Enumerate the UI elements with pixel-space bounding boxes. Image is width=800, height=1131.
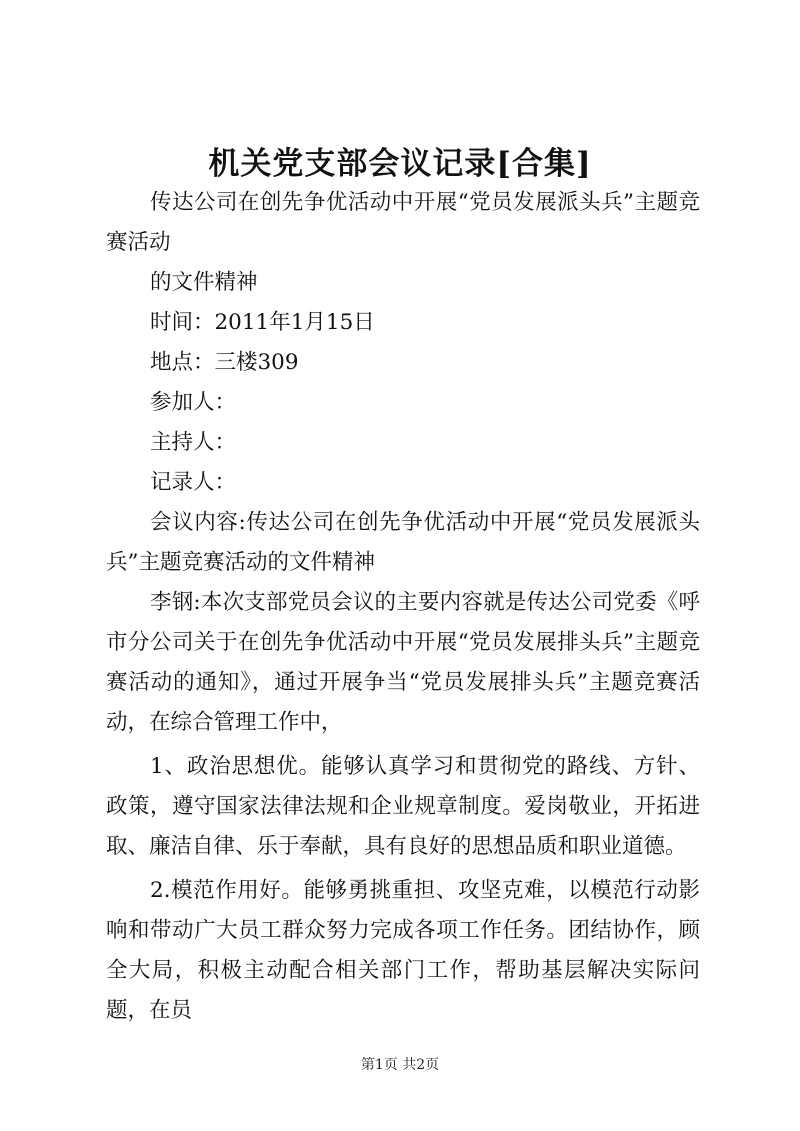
point-model-role: 2.模范作用好。能够勇挑重担、攻坚克难，以模范行动影响和带动广大员工群众努力完成各项工作任务。团结协作，顾全大局，积极主动配合相关部门工作，帮助基层解决实际问题，在员 [106, 878, 700, 1023]
paragraph-intro-cont: 的文件精神 [150, 270, 258, 295]
meeting-location: 地点：三楼309 [150, 350, 299, 375]
speech-ligang: 李钢:本次支部党员会议的主要内容就是传达公司党委《呼市分公司关于在创先争优活动中开展“党员发展排头兵”主题竞赛活动的通知》，通过开展争当“党员发展排头兵”主题竞赛活动，在综合管理工作中， [106, 590, 700, 735]
page-footer: 第1页 共2页 [360, 1057, 440, 1073]
meeting-recorder: 记录人： [150, 470, 237, 495]
meeting-attendees: 参加人： [150, 390, 237, 415]
document-title: 机关党支部会议记录[合集] [208, 146, 592, 182]
paragraph-intro: 传达公司在创先争优活动中开展“党员发展派头兵”主题竞赛活动 [106, 190, 700, 255]
meeting-time: 时间：2011年1月15日 [150, 310, 375, 335]
meeting-host: 主持人： [150, 430, 237, 455]
point-political: 1、政治思想优。能够认真学习和贯彻党的路线、方针、政策，遵守国家法律法规和企业规章制度。爱岗敬业，开拓进取、廉洁自律、乐于奉献，具有良好的思想品质和职业道德。 [106, 754, 700, 859]
meeting-content: 会议内容:传达公司在创先争优活动中开展“党员发展派头兵”主题竞赛活动的文件精神 [106, 510, 700, 575]
document-body [106, 183, 700, 1031]
